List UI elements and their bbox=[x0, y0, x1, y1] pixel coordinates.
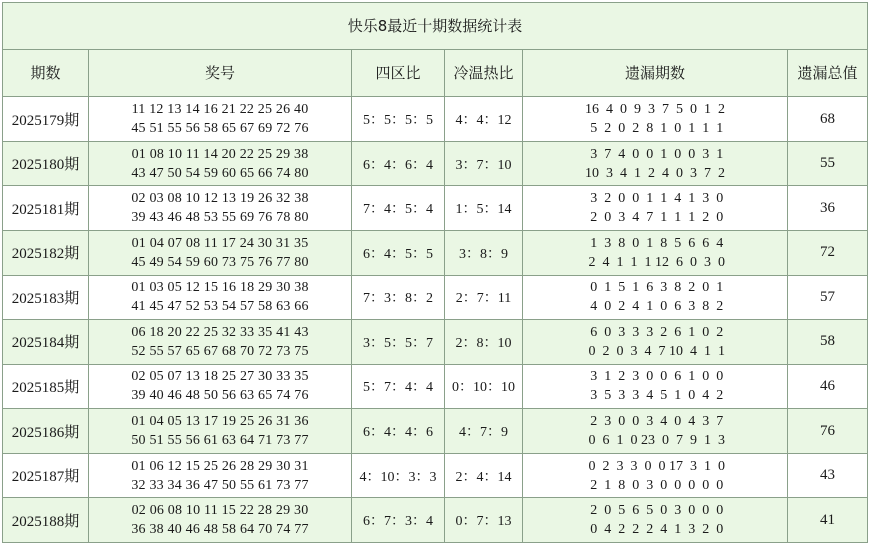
missing-periods-cell bbox=[523, 275, 788, 320]
period-cell: 2025179期 bbox=[3, 97, 89, 142]
winning-numbers-line: 45 51 55 56 58 65 67 69 72 76 bbox=[131, 121, 309, 136]
winning-numbers-line: 39 43 46 48 53 55 69 76 78 80 bbox=[131, 210, 309, 226]
winning-numbers-cell bbox=[89, 320, 352, 365]
missing-periods-cell bbox=[523, 320, 788, 365]
missing-periods-cell bbox=[523, 409, 788, 454]
missing-periods-line: 5 2 0 2 8 1 0 1 1 1 bbox=[586, 121, 724, 136]
cold-hot-ratio-cell: 4：4：12 bbox=[445, 97, 523, 142]
winning-numbers-line: 02 03 08 10 12 13 19 26 32 38 bbox=[131, 191, 309, 207]
four-zone-ratio-cell: 5：7：4：4 bbox=[352, 364, 445, 409]
missing-total-cell: 36 bbox=[788, 186, 868, 231]
missing-periods-cell bbox=[523, 186, 788, 231]
missing-periods-line: 3 2 0 0 1 1 4 1 3 0 bbox=[586, 191, 724, 207]
four-zone-ratio-cell: 6：4：5：5 bbox=[352, 230, 445, 275]
missing-periods-line: 2 0 5 6 5 0 3 0 0 0 bbox=[586, 503, 724, 519]
cold-hot-ratio-cell: 2：8：10 bbox=[445, 320, 523, 365]
missing-periods-line: 2 0 3 4 7 1 1 1 2 0 bbox=[586, 210, 724, 226]
table-row bbox=[3, 186, 868, 231]
four-zone-ratio-cell: 6：7：3：4 bbox=[352, 498, 445, 543]
four-zone-ratio-cell: 3：5：5：7 bbox=[352, 320, 445, 365]
missing-periods-line: 6 0 3 3 3 2 6 1 0 2 bbox=[586, 324, 724, 340]
four-zone-ratio-cell: 6：4：4：6 bbox=[352, 409, 445, 454]
winning-numbers-line: 36 38 40 46 48 58 64 70 74 77 bbox=[131, 522, 309, 538]
table-row bbox=[3, 141, 868, 186]
winning-numbers-cell bbox=[89, 409, 352, 454]
lottery-stats-table bbox=[2, 2, 868, 543]
missing-periods-line: 0 6 1 0 23 0 7 9 1 3 bbox=[585, 433, 725, 449]
cold-hot-ratio-cell: 2：4：14 bbox=[445, 453, 523, 498]
missing-periods-line: 16 4 0 9 3 7 5 0 1 2 bbox=[585, 102, 725, 117]
missing-periods-cell bbox=[523, 498, 788, 543]
table-title: 快乐8最近十期数据统计表 bbox=[3, 3, 868, 50]
missing-periods-cell bbox=[523, 230, 788, 275]
cold-hot-ratio-cell: 0：7：13 bbox=[445, 498, 523, 543]
winning-numbers-cell bbox=[89, 275, 352, 320]
missing-periods-line: 3 1 2 3 0 0 6 1 0 0 bbox=[586, 369, 724, 385]
period-cell: 2025188期 bbox=[3, 498, 89, 543]
winning-numbers-cell bbox=[89, 186, 352, 231]
title-row bbox=[3, 3, 868, 50]
missing-periods-line: 2 4 1 1 1 12 6 0 3 0 bbox=[585, 254, 725, 270]
missing-total-cell: 43 bbox=[788, 453, 868, 498]
period-cell: 2025186期 bbox=[3, 409, 89, 454]
four-zone-ratio-cell: 6：4：6：4 bbox=[352, 141, 445, 186]
cold-hot-ratio-cell: 1：5：14 bbox=[445, 186, 523, 231]
winning-numbers-line: 11 12 13 14 16 21 22 25 26 40 bbox=[131, 102, 309, 117]
winning-numbers-cell bbox=[89, 364, 352, 409]
header-cold-hot: 冷温热比 bbox=[445, 49, 523, 97]
winning-numbers-line: 02 05 07 13 18 25 27 30 33 35 bbox=[131, 369, 309, 385]
missing-total-cell: 58 bbox=[788, 320, 868, 365]
cold-hot-ratio-cell: 4：7：9 bbox=[445, 409, 523, 454]
period-cell: 2025185期 bbox=[3, 364, 89, 409]
missing-total-cell: 41 bbox=[788, 498, 868, 543]
winning-numbers-line: 50 51 55 56 61 63 64 71 73 77 bbox=[131, 433, 309, 449]
header-row bbox=[3, 49, 868, 97]
period-cell: 2025184期 bbox=[3, 320, 89, 365]
winning-numbers-line: 43 47 50 54 59 60 65 66 74 80 bbox=[131, 165, 309, 181]
table-row bbox=[3, 364, 868, 409]
winning-numbers-line: 45 49 54 59 60 73 75 76 77 80 bbox=[131, 254, 309, 270]
missing-periods-cell bbox=[523, 141, 788, 186]
winning-numbers-line: 32 33 34 36 47 50 55 61 73 77 bbox=[131, 477, 309, 493]
winning-numbers-line: 02 06 08 10 11 15 22 28 29 30 bbox=[131, 503, 309, 519]
missing-periods-cell bbox=[523, 453, 788, 498]
period-cell: 2025183期 bbox=[3, 275, 89, 320]
winning-numbers-line: 01 03 05 12 15 16 18 29 30 38 bbox=[131, 280, 309, 296]
period-cell: 2025181期 bbox=[3, 186, 89, 231]
four-zone-ratio-cell: 5：5：5：5 bbox=[352, 97, 445, 142]
winning-numbers-cell bbox=[89, 453, 352, 498]
missing-periods-cell bbox=[523, 364, 788, 409]
missing-total-cell: 46 bbox=[788, 364, 868, 409]
table-row bbox=[3, 498, 868, 543]
table-row bbox=[3, 453, 868, 498]
missing-periods-line: 10 3 4 1 2 4 0 3 7 2 bbox=[585, 165, 725, 181]
missing-total-cell: 55 bbox=[788, 141, 868, 186]
winning-numbers-line: 06 18 20 22 25 32 33 35 41 43 bbox=[131, 324, 309, 340]
missing-periods-line: 0 1 5 1 6 3 8 2 0 1 bbox=[586, 280, 724, 296]
winning-numbers-cell bbox=[89, 141, 352, 186]
winning-numbers-line: 52 55 57 65 67 68 70 72 73 75 bbox=[131, 343, 309, 359]
four-zone-ratio-cell: 4：10：3：3 bbox=[352, 453, 445, 498]
winning-numbers-line: 41 45 47 52 53 54 57 58 63 66 bbox=[131, 299, 309, 315]
four-zone-ratio-cell: 7：3：8：2 bbox=[352, 275, 445, 320]
header-period: 期数 bbox=[3, 49, 89, 97]
winning-numbers-line: 01 08 10 11 14 20 22 25 29 38 bbox=[131, 146, 309, 162]
missing-periods-cell bbox=[523, 97, 788, 142]
missing-periods-line: 0 4 2 2 2 4 1 3 2 0 bbox=[586, 522, 724, 538]
winning-numbers-line: 39 40 46 48 50 56 63 65 74 76 bbox=[131, 388, 309, 404]
four-zone-ratio-cell: 7：4：5：4 bbox=[352, 186, 445, 231]
period-cell: 2025182期 bbox=[3, 230, 89, 275]
cold-hot-ratio-cell: 3：8：9 bbox=[445, 230, 523, 275]
winning-numbers-line: 01 04 07 08 11 17 24 30 31 35 bbox=[131, 235, 309, 251]
missing-total-cell: 57 bbox=[788, 275, 868, 320]
missing-periods-line: 4 0 2 4 1 0 6 3 8 2 bbox=[586, 299, 724, 315]
cold-hot-ratio-cell: 2：7：11 bbox=[445, 275, 523, 320]
winning-numbers-cell bbox=[89, 498, 352, 543]
header-missing-total: 遗漏总值 bbox=[788, 49, 868, 97]
winning-numbers-line: 01 04 05 13 17 19 25 26 31 36 bbox=[131, 414, 309, 430]
table-row bbox=[3, 320, 868, 365]
missing-periods-line: 0 2 3 3 0 0 17 3 1 0 bbox=[585, 458, 725, 474]
missing-periods-line: 0 2 0 3 4 7 10 4 1 1 bbox=[585, 343, 725, 359]
table-row bbox=[3, 97, 868, 142]
table-row bbox=[3, 409, 868, 454]
missing-periods-line: 3 5 3 3 4 5 1 0 4 2 bbox=[586, 388, 724, 404]
winning-numbers-cell bbox=[89, 97, 352, 142]
missing-total-cell: 76 bbox=[788, 409, 868, 454]
missing-periods-line: 2 1 8 0 3 0 0 0 0 0 bbox=[586, 477, 724, 493]
header-four-zone: 四区比 bbox=[352, 49, 445, 97]
table-row bbox=[3, 230, 868, 275]
missing-periods-line: 3 7 4 0 0 1 0 0 3 1 bbox=[586, 146, 724, 162]
period-cell: 2025180期 bbox=[3, 141, 89, 186]
winning-numbers-line: 01 06 12 15 25 26 28 29 30 31 bbox=[131, 458, 309, 474]
missing-periods-line: 1 3 8 0 1 8 5 6 6 4 bbox=[586, 235, 724, 251]
missing-total-cell: 68 bbox=[788, 97, 868, 142]
period-cell: 2025187期 bbox=[3, 453, 89, 498]
winning-numbers-cell bbox=[89, 230, 352, 275]
missing-periods-line: 2 3 0 0 3 4 0 4 3 7 bbox=[586, 414, 724, 430]
cold-hot-ratio-cell: 0：10：10 bbox=[445, 364, 523, 409]
cold-hot-ratio-cell: 3：7：10 bbox=[445, 141, 523, 186]
header-numbers: 奖号 bbox=[89, 49, 352, 97]
missing-total-cell: 72 bbox=[788, 230, 868, 275]
header-missing: 遗漏期数 bbox=[523, 49, 788, 97]
table-row bbox=[3, 275, 868, 320]
